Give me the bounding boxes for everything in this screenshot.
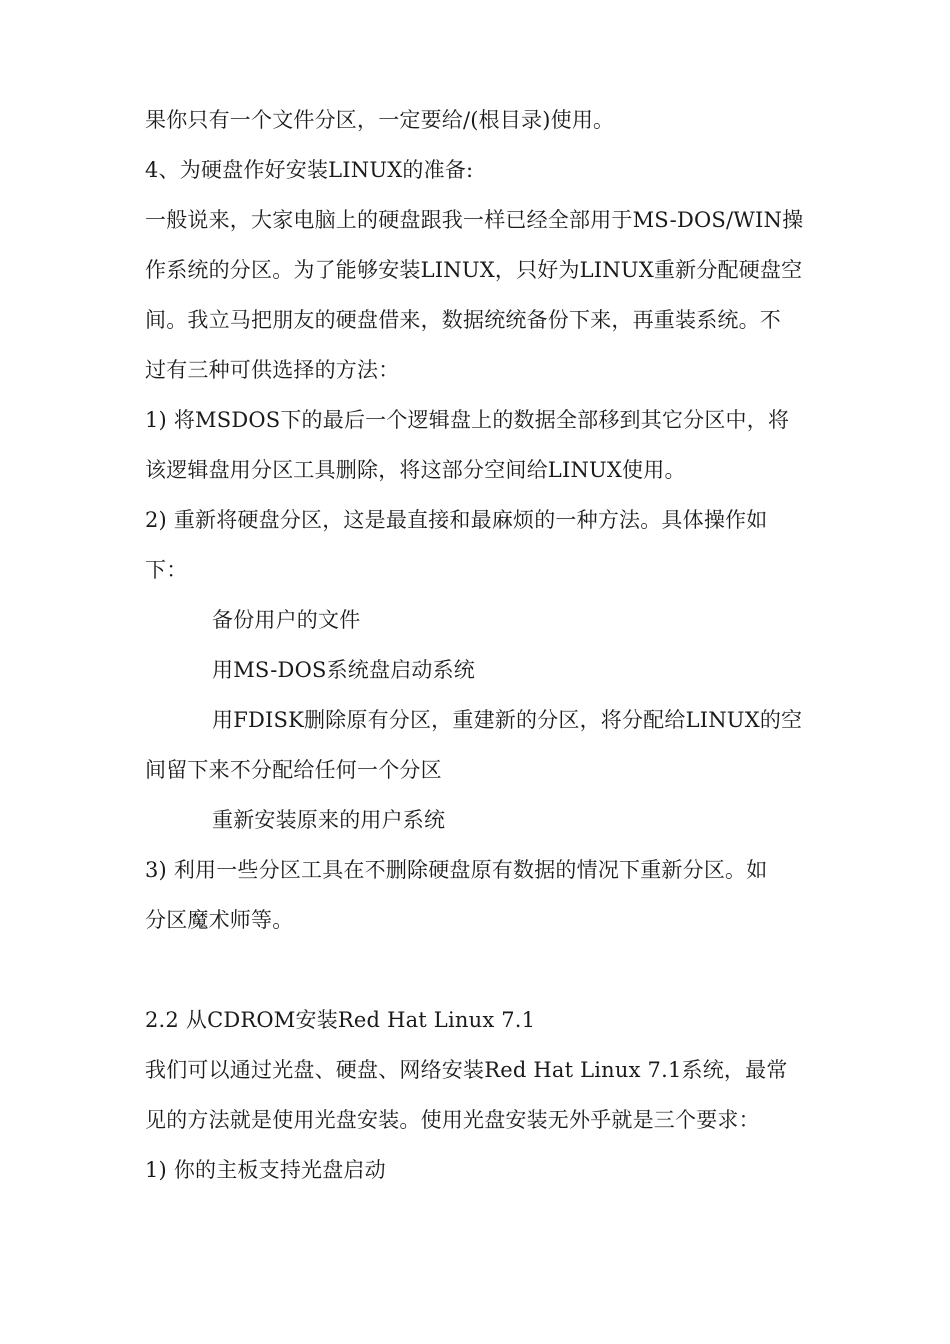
sub-step: 重新安装原来的用户系统 [212,808,446,832]
paragraph-line: 作系统的分区。为了能够安装LINUX，只好为LINUX重新分配硬盘空 [145,258,803,282]
list-item-continuation: 分区魔术师等。 [145,908,294,932]
list-item-continuation: 该逻辑盘用分区工具删除，将这部分空间给LINUX使用。 [145,458,686,482]
paragraph-line: 见的方法就是使用光盘安装。使用光盘安装无外乎就是三个要求： [145,1108,760,1132]
sub-step: 备份用户的文件 [212,608,361,632]
paragraph-line: 我们可以通过光盘、硬盘、网络安装Red Hat Linux 7.1系统，最常 [145,1058,788,1082]
paragraph-line: 果你只有一个文件分区，一定要给/(根目录)使用。 [145,108,615,132]
paragraph-line: 一般说来，大家电脑上的硬盘跟我一样已经全部用于MS-DOS/WIN操 [145,208,804,232]
sub-step-continuation: 间留下来不分配给任何一个分区 [145,758,442,782]
sub-step: 用FDISK删除原有分区，重建新的分区，将分配给LINUX的空 [212,708,803,732]
list-item: 2) 重新将硬盘分区，这是最直接和最麻烦的一种方法。具体操作如 [145,508,768,532]
paragraph-line: 间。我立马把朋友的硬盘借来，数据统统备份下来，再重装系统。不 [145,308,781,332]
section-heading: 2.2 从CDROM安装Red Hat Linux 7.1 [145,1008,536,1032]
section-heading: 4、为硬盘作好安装LINUX的准备: [145,158,474,182]
list-item: 3) 利用一些分区工具在不删除硬盘原有数据的情况下重新分区。如 [145,858,768,882]
list-item-continuation: 下： [145,558,188,582]
sub-step: 用MS-DOS系统盘启动系统 [212,658,475,682]
list-item: 1) 将MSDOS下的最后一个逻辑盘上的数据全部移到其它分区中，将 [145,408,790,432]
paragraph-line: 过有三种可供选择的方法： [145,358,400,382]
list-item: 1) 你的主板支持光盘启动 [145,1158,386,1182]
